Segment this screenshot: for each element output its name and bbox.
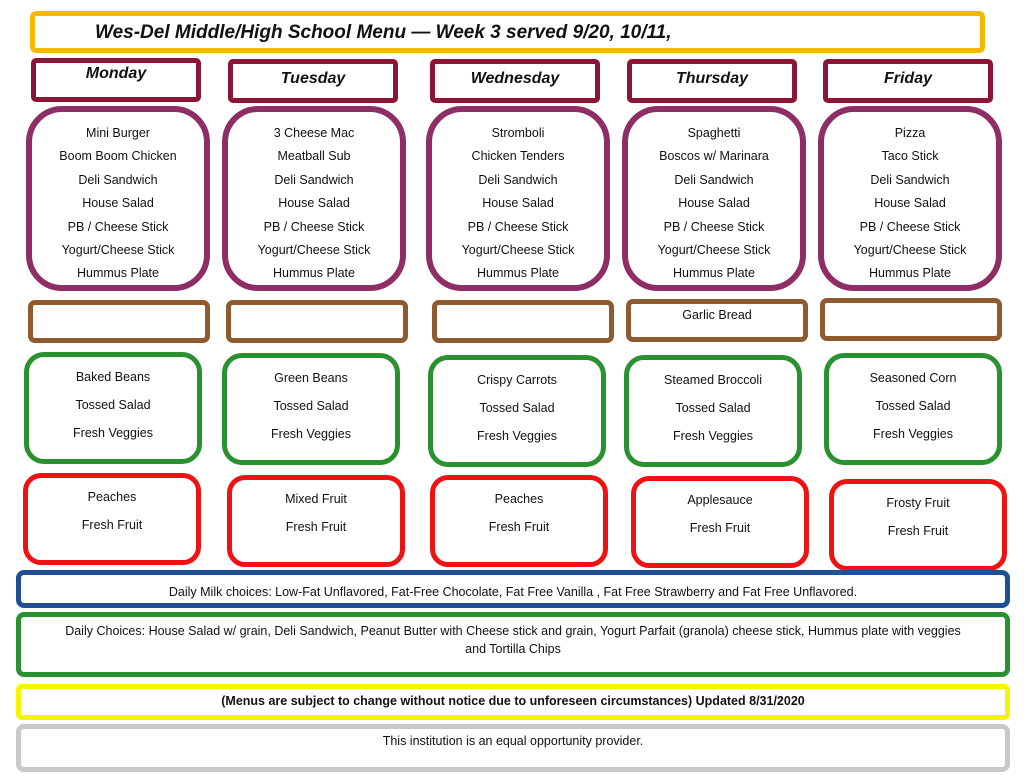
vegetable-item: Tossed Salad: [75, 398, 151, 412]
milk-choices-text: Daily Milk choices: Low-Fat Unflavored, Fat-Free Chocolate, Fat Free Vanilla , Fat Free Strawberry and Fat Free Unflavored.: [168, 585, 858, 599]
entree-box-monday: [26, 106, 210, 291]
fruit-item: Fresh Fruit: [887, 524, 949, 538]
entree-item: Yogurt/Cheese Stick: [257, 243, 371, 258]
day-label: Thursday: [675, 70, 748, 87]
change-notice-text: (Menus are subject to change without notice due to unforeseen circumstances) Updated 8/31/2020: [221, 694, 805, 708]
entree-item: Pizza: [894, 126, 926, 140]
entree-item: Boscos w/ Marinara: [659, 149, 769, 164]
fruit-item: Peaches: [494, 492, 544, 506]
entree-item: Deli Sandwich: [870, 172, 950, 187]
entree-item: Deli Sandwich: [674, 172, 754, 187]
side-box-monday: [28, 300, 210, 343]
entree-item: Mini Burger: [86, 126, 150, 140]
change-notice-box: [16, 684, 1010, 720]
vegetable-item: Fresh Veggies: [271, 427, 351, 441]
vegetable-item: Tossed Salad: [479, 401, 555, 415]
entree-item: Hummus Plate: [673, 266, 755, 281]
fruit-item: Fresh Fruit: [81, 518, 143, 532]
day-label: Friday: [883, 70, 932, 87]
entree-box-friday: [818, 106, 1002, 291]
side-box-wednesday: [432, 300, 614, 343]
equal-opportunity-box: [16, 724, 1010, 772]
vegetable-item: Fresh Veggies: [73, 426, 153, 440]
vegetable-box-friday: [824, 353, 1002, 465]
vegetable-item: Tossed Salad: [273, 399, 349, 413]
side-box-friday: [820, 298, 1002, 341]
vegetable-box-thursday: [624, 355, 802, 467]
entree-item: Yogurt/Cheese Stick: [61, 243, 175, 258]
fruit-item: Applesauce: [687, 493, 753, 507]
entree-item: PB / Cheese Stick: [67, 219, 169, 234]
entree-item: House Salad: [82, 196, 154, 211]
entree-item: House Salad: [678, 196, 750, 211]
fruit-item: Fresh Fruit: [488, 520, 550, 534]
daily-choices-text: Daily Choices: House Salad w/ grain, Deli Sandwich, Peanut Butter with Cheese stick and grain, Yogurt Parfait (granola) cheese stick, Hummus plate with veggies and Tortilla Chips: [65, 624, 961, 656]
side-box-tuesday: [226, 300, 408, 343]
side-item: Garlic Bread: [682, 308, 752, 322]
daily-choices-box: [16, 612, 1010, 677]
day-label: Wednesday: [470, 70, 560, 87]
entree-item: House Salad: [482, 196, 554, 211]
fruit-box-wednesday: [430, 475, 608, 567]
day-label: Tuesday: [280, 70, 346, 87]
fruit-item: Mixed Fruit: [285, 492, 347, 506]
vegetable-box-wednesday: [428, 355, 606, 467]
vegetable-item: Baked Beans: [75, 370, 151, 384]
day-header-thursday: [627, 59, 797, 103]
entree-item: Deli Sandwich: [274, 172, 354, 187]
vegetable-item: Fresh Veggies: [873, 427, 953, 441]
entree-box-wednesday: [426, 106, 610, 291]
entree-item: Hummus Plate: [273, 266, 355, 281]
entree-item: Yogurt/Cheese Stick: [853, 243, 967, 258]
entree-item: PB / Cheese Stick: [467, 219, 569, 234]
fruit-box-monday: [23, 473, 201, 565]
fruit-item: Fresh Fruit: [285, 520, 347, 534]
vegetable-item: Green Beans: [274, 371, 348, 385]
entree-item: Chicken Tenders: [471, 149, 565, 164]
vegetable-item: Fresh Veggies: [477, 429, 557, 443]
vegetable-item: Fresh Veggies: [673, 429, 753, 443]
menu-title-box: [30, 11, 985, 53]
fruit-item: Frosty Fruit: [886, 496, 950, 510]
entree-box-thursday: [622, 106, 806, 291]
entree-item: Deli Sandwich: [78, 172, 158, 187]
fruit-item: Peaches: [87, 490, 137, 504]
vegetable-item: Crispy Carrots: [477, 373, 557, 387]
fruit-item: Fresh Fruit: [689, 521, 751, 535]
vegetable-item: Tossed Salad: [875, 399, 951, 413]
entree-item: Spaghetti: [687, 126, 741, 140]
entree-item: PB / Cheese Stick: [663, 219, 765, 234]
day-header-monday: [31, 58, 201, 102]
vegetable-item: Seasoned Corn: [869, 371, 957, 385]
menu-title: Wes-Del Middle/High School Menu — Week 3 served 9/20, 10/11,: [95, 22, 672, 43]
entree-item: Hummus Plate: [477, 266, 559, 281]
day-header-tuesday: [228, 59, 398, 103]
entree-item: Yogurt/Cheese Stick: [461, 243, 575, 258]
day-header-friday: [823, 59, 993, 103]
entree-item: House Salad: [874, 196, 946, 211]
entree-item: Hummus Plate: [869, 266, 951, 281]
entree-item: PB / Cheese Stick: [859, 219, 961, 234]
fruit-box-thursday: [631, 476, 809, 568]
side-box-thursday: [626, 299, 808, 342]
vegetable-box-tuesday: [222, 353, 400, 465]
entree-item: Stromboli: [491, 126, 545, 140]
fruit-box-tuesday: [227, 475, 405, 567]
milk-choices-box: [16, 570, 1010, 608]
entree-item: Taco Stick: [881, 149, 939, 164]
fruit-box-friday: [829, 479, 1007, 571]
day-label: Monday: [85, 65, 147, 82]
equal-opportunity-text: This institution is an equal opportunity provider.: [382, 734, 644, 748]
entree-item: Hummus Plate: [77, 266, 159, 281]
entree-item: PB / Cheese Stick: [263, 219, 365, 234]
vegetable-item: Tossed Salad: [675, 401, 751, 415]
vegetable-box-monday: [24, 352, 202, 464]
entree-box-tuesday: [222, 106, 406, 291]
entree-item: Meatball Sub: [277, 149, 351, 164]
vegetable-item: Steamed Broccoli: [664, 373, 762, 387]
entree-item: Yogurt/Cheese Stick: [657, 243, 771, 258]
entree-item: Boom Boom Chicken: [59, 149, 177, 164]
entree-item: Deli Sandwich: [478, 172, 558, 187]
entree-item: House Salad: [278, 196, 350, 211]
day-header-wednesday: [430, 59, 600, 103]
entree-item: 3 Cheese Mac: [273, 126, 355, 140]
